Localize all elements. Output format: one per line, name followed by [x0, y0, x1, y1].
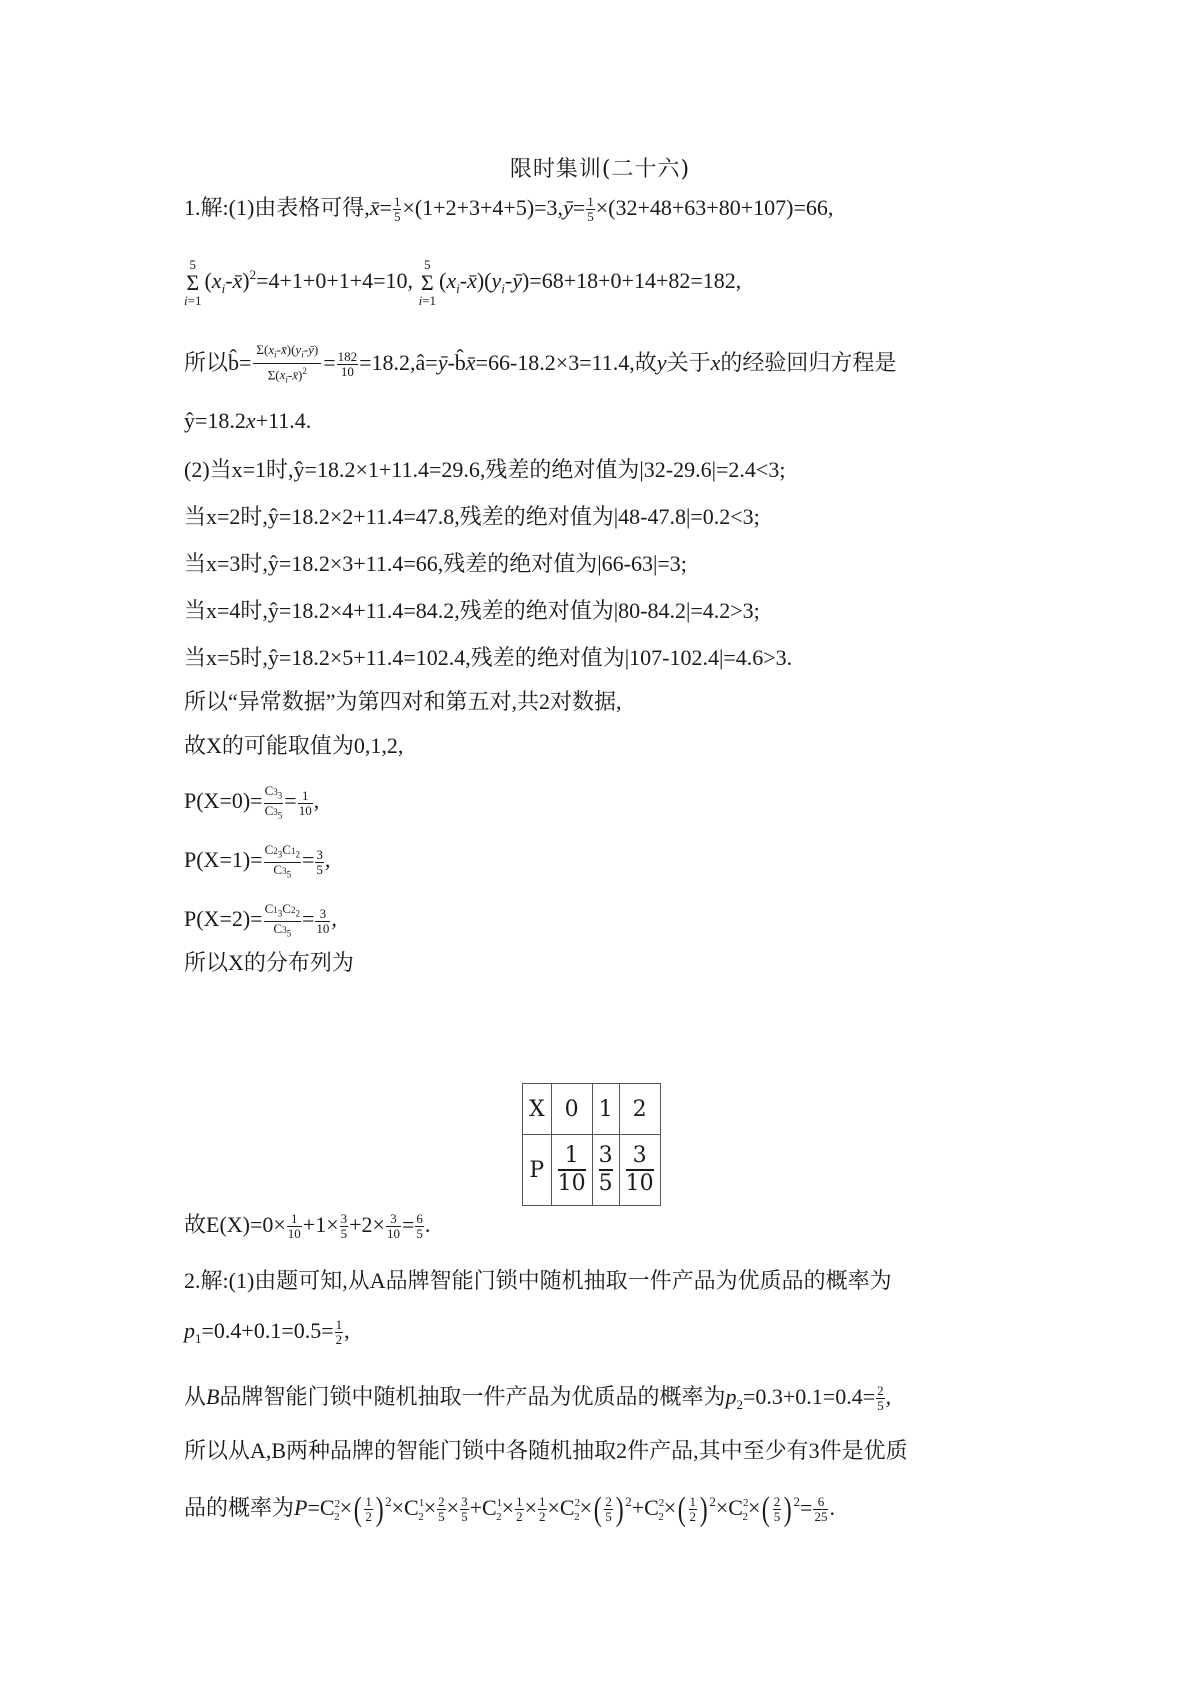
- table-cell: 0: [551, 1084, 592, 1135]
- prob-x1: P(X=1)= $\frac{C2_3C1_2}{C3_5}$ = $\frac{3}{5}$ ,: [184, 842, 331, 880]
- table-cell: P: [523, 1135, 552, 1206]
- line-7: 当x=3时,ŷ=18.2×3+11.4=66,残差的绝对值为|66-63|=3;: [184, 551, 687, 576]
- line-21: 品的概率为$P=C^2_2\times$( $\frac{1}{2}$ ) $^2\times C^1_2\times$ $\frac{2}{5}$ × $\frac{3}{5}$ $+C^1_2\times$ $\frac{1}{2}$ × $\frac{1}{2}$ $\times C^2_2\times$( $\frac{2}{5}$ ) $^2+C^2_2\times$( $\frac{1}{2}$ ) $^2\times C^2_2\times$( $\frac{2}{5}$ ) $^2$= $\frac{6}{25}$ .: [184, 1490, 835, 1528]
- table-cell: $\frac{1}{10}$: [551, 1135, 592, 1206]
- line-18: $p_1=0.4+0.1=0.5=$ $\frac{1}{2}$ ,: [184, 1317, 350, 1348]
- line-17: 2.解:(1)由题可知,从A品牌智能门锁中随机抽取一件产品为优质品的概率为: [184, 1268, 892, 1293]
- prob-x0: P(X=0)= $\frac{C3_3}{C3_5}$ = $\frac{1}{10}$ ,: [184, 783, 320, 821]
- page-title: 限时集训(二十六): [509, 157, 691, 182]
- line-4: ŷ=18.2x+11.4.: [184, 408, 312, 433]
- table-cell: X: [523, 1084, 552, 1135]
- line-9: 当x=5时,ŷ=18.2×5+11.4=102.4,残差的绝对值为|107-102.4|=4.6>3.: [184, 645, 793, 670]
- distribution-table: [522, 1083, 661, 1206]
- table-cell: 1: [592, 1084, 619, 1135]
- expected-value: 故E(X)=0× $\frac{1}{10}$ +1× $\frac{3}{5}$ +2× $\frac{3}{10}$ = $\frac{6}{5}$ .: [184, 1211, 431, 1242]
- line-6: 当x=2时,ŷ=18.2×2+11.4=47.8,残差的绝对值为|48-47.8|=0.2<3;: [184, 504, 760, 529]
- line-11: 故X的可能取值为0,1,2,: [184, 733, 404, 758]
- line-1: 1.解:(1)由表格可得,x̄= $\frac{1}{5}$ ×(1+2+3+4+5)=3,ȳ= $\frac{1}{5}$ ×(32+48+63+80+107)=66,: [184, 194, 834, 225]
- table-row: [523, 1084, 661, 1135]
- line-8: 当x=4时,ŷ=18.2×4+11.4=84.2,残差的绝对值为|80-84.2|=4.2>3;: [184, 598, 760, 623]
- line-2: 5 Σ $i=1(x_i-x̄)^2=4+1+0+1+4=10$, 5 Σ $i=1(x_i-x̄)(y_i-ȳ)=68+18+0+14+82=182$,: [184, 257, 742, 308]
- line-10: 所以“异常数据”为第四对和第五对,共2对数据,: [184, 689, 622, 714]
- line-3: 所以b̂= $\frac{\Sigma(x_i-x̄)(y_i-ȳ)}{\Sigma(x_i-x̄)^2}$ = $\frac{182}{10}$ =18.2,â=ȳ-b̂x̄=66-18.2×3=11.4,故y关于x的经验回归方程是: [184, 342, 896, 388]
- table-cell: $\frac{3}{5}$: [592, 1135, 619, 1206]
- prob-x2: P(X=2)= $\frac{C1_3C2_2}{C3_5}$ = $\frac{3}{10}$ ,: [184, 901, 337, 939]
- line-19: 从B品牌智能门锁中随机抽取一件产品为优质品的概率为$p_2=0.3+0.1=0.4=$ $\frac{2}{5}$ ,: [184, 1383, 892, 1414]
- table-cell: $\frac{3}{10}$: [619, 1135, 660, 1206]
- table-row: [523, 1135, 661, 1206]
- line-15: 所以X的分布列为: [184, 950, 354, 975]
- line-5: (2)当x=1时,ŷ=18.2×1+11.4=29.6,残差的绝对值为|32-29.6|=2.4<3;: [184, 457, 786, 482]
- line-20: 所以从A,B两种品牌的智能门锁中各随机抽取2件产品,其中至少有3件是优质: [184, 1438, 908, 1463]
- table-cell: 2: [619, 1084, 660, 1135]
